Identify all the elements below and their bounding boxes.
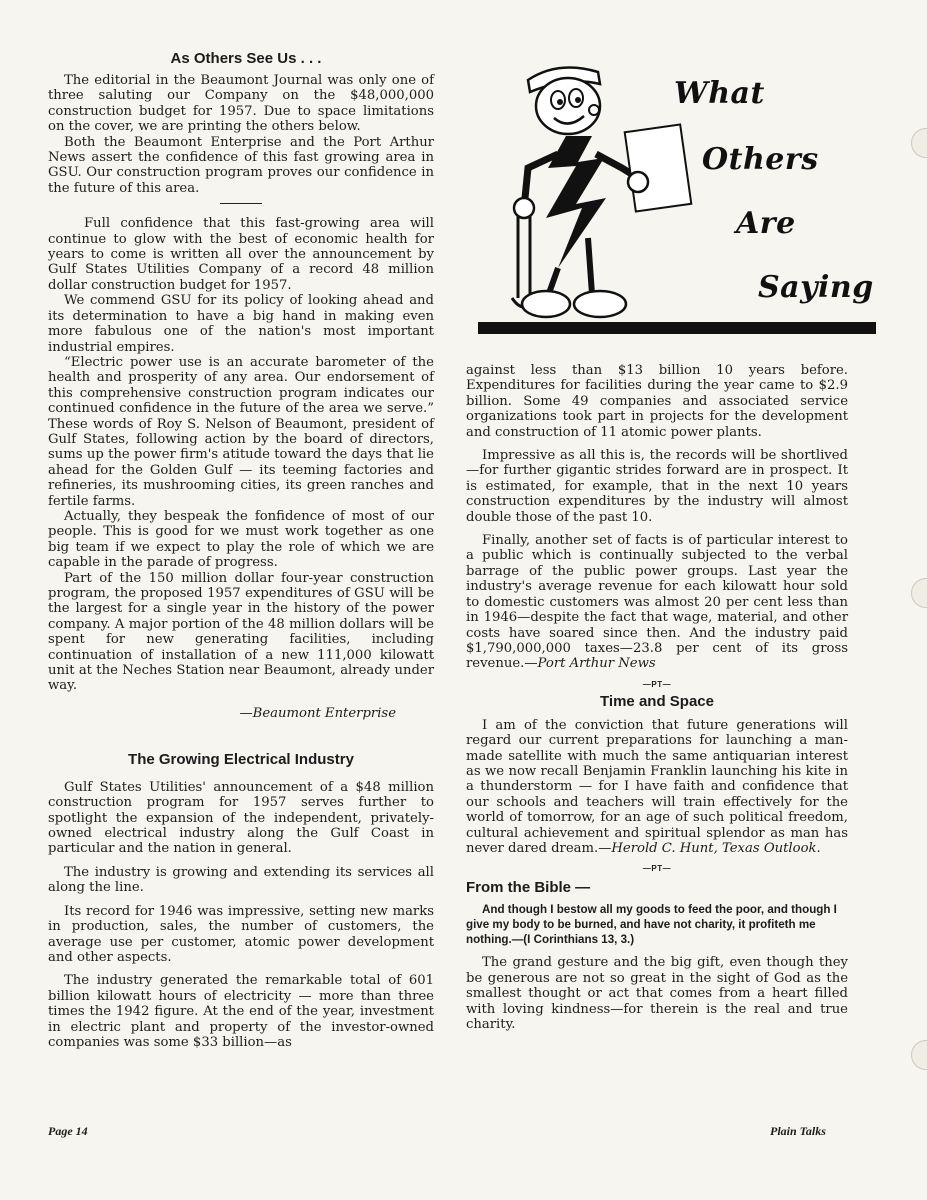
left-column [48,50,434,1050]
growing-paragraph: The industry generated the remarkable total of 601 billion kilowatt hours of electricity — more than three times the 1942 figure. At the end of the year, investment in electric plant and property of the investor-owned companies was some $33 billion—as [48,973,434,1050]
enterprise-paragraph: Actually, they bespeak the fonfidence of most of our people. This is good for we must work together as one big team if we expect to play the role of which we are capable in the parade of progress. [48,508,434,571]
credit-herold-hunt: —Herold C. Hunt, Texas Outlook. [598,840,821,856]
time-paragraph-text: I am of the conviction that future generations will regard our current preparations for launching a man-made satellite with much the same antiquarian interest as we now recall Benjamin Franklin launching his kite in a thunderstorm — for I have faith and confidence that our schools and teachers will train effectively for the world of tomorrow, for an age of such political freedom, cultural achievement and spiritual splendor as man has never dared dream. [466,717,848,856]
reddy-kilowatt-illustration [488,58,698,328]
continued-paragraph [466,533,848,672]
heading-as-others-see-us: As Others See Us . . . [170,50,322,67]
banner-rule [478,322,876,334]
heading-from-the-bible: From the Bible — [466,879,591,897]
binder-hole [911,128,927,158]
enterprise-paragraph: “Electric power use is an accurate barometer of the health and prosperity of any area. Our endorsement of this comprehensive construction program indicates our continued confidence in the future of the area we serve.” These words of Roy S. Nelson of Beaumont, president of Gulf States, following action by the board of directors, sums up the power firm's atitude toward the days that lie ahead for the Golden Gulf — its teeming factories and refineries, its mushrooming cities, its green ranches and fertile farms. [48,354,434,509]
right-column [466,363,848,1032]
bible-paragraph: The grand gesture and the big gift, even though they be generous are not so great in the sight of God as the smallest thought or act that comes from a heart filled with loving kindness—for therein is the real and true charity. [466,955,848,1032]
growing-paragraph: The industry is growing and extending its services all along the line. [48,864,434,896]
banner [478,58,878,340]
section-separator: —PT— [642,864,672,874]
section-separator: —PT— [642,679,672,689]
heading-growing-electrical-industry: The Growing Electrical Industry [128,750,354,768]
banner-word: What [674,76,765,111]
binder-hole [911,578,927,608]
section-rule [220,203,262,204]
time-paragraph [466,718,848,857]
banner-word: Saying [758,270,874,305]
bible-quote: And though I bestow all my goods to feed the poor, and though I give my body to be burned, and have not charity, it profiteth me nothing.—(I Corinthians 13, 3.) [466,903,837,947]
banner-word: Are [736,206,796,241]
banner-word: Others [702,142,819,177]
magazine-name: Plain Talks [770,1124,826,1138]
continued-paragraph-text: Finally, another set of facts is of particular interest to a public which is continually subjected to the verbal barrage of the public power groups. Last year the industry's average revenue for each kilowatt hour sold to domestic customers was almost 20 per cent less than in 1946—despite the fact that wage, material, and other costs have soared since then. And the industry paid $1,790,000,000 taxes—23.8 per cent of its gross revenue. [466,533,848,672]
binder-hole [911,1040,927,1070]
enterprise-paragraph: We commend GSU for its policy of looking ahead and its determination to have a big hand in making even more fabulous one of the nation's most important industrial empires. [48,293,434,355]
heading-time-and-space: Time and Space [600,692,714,710]
growing-paragraph: Its record for 1946 was impressive, setting new marks in production, sales, the number of customers, the average use per customer, atomic power development and other aspects. [48,903,434,965]
enterprise-paragraph: Full confidence that this fast-growing area will continue to glow with the best of economic health for years to come is written all over the announcement by Gulf States Utilities Company of a record 48 million dollar construction budget for 1957. [48,216,434,293]
intro-paragraph: The editorial in the Beaumont Journal was only one of three saluting our Company on the $48,000,000 construction budget for 1957. Due to space limitations on the cover, we are printing the others below. [48,73,434,135]
intro-paragraph: Both the Beaumont Enterprise and the Port Arthur News assert the confidence of this fast growing area in GSU. Our construction program proves our confidence in the future of this area. [48,134,434,196]
continued-paragraph: against less than $13 billion 10 years before. Expenditures for facilities during the year came to $2.9 billion. Some 49 companies and associated service organizations took part in projects for the development and construction of 11 atomic power plants. [466,363,848,440]
page-number: Page 14 [48,1124,88,1138]
enterprise-paragraph: Part of the 150 million dollar four-year construction program, the proposed 1957 expenditures of GSU will be the largest for a single year in the history of the power company. A major portion of the 48 million dollars will be spent for new generating facilities, including continuation of installation of a new 111,000 kilowatt unit at the Neches Station near Beaumont, already under way. [48,570,434,694]
continued-paragraph: Impressive as all this is, the records will be shortlived—for further gigantic strides forward are in prospect. It is estimated, for example, that in the next 10 years construction expenditures by the industry will almost double those of the past 10. [466,448,848,525]
credit-port-arthur-news: —Port Arthur News [524,656,656,672]
credit-beaumont-enterprise: —Beaumont Enterprise [239,705,396,721]
growing-paragraph: Gulf States Utilities' announcement of a $48 million construction program for 1957 serves further to spotlight the expansion of the independent, privately-owned electrical industry along the Gulf Coast in particular and the nation in general. [48,779,434,857]
